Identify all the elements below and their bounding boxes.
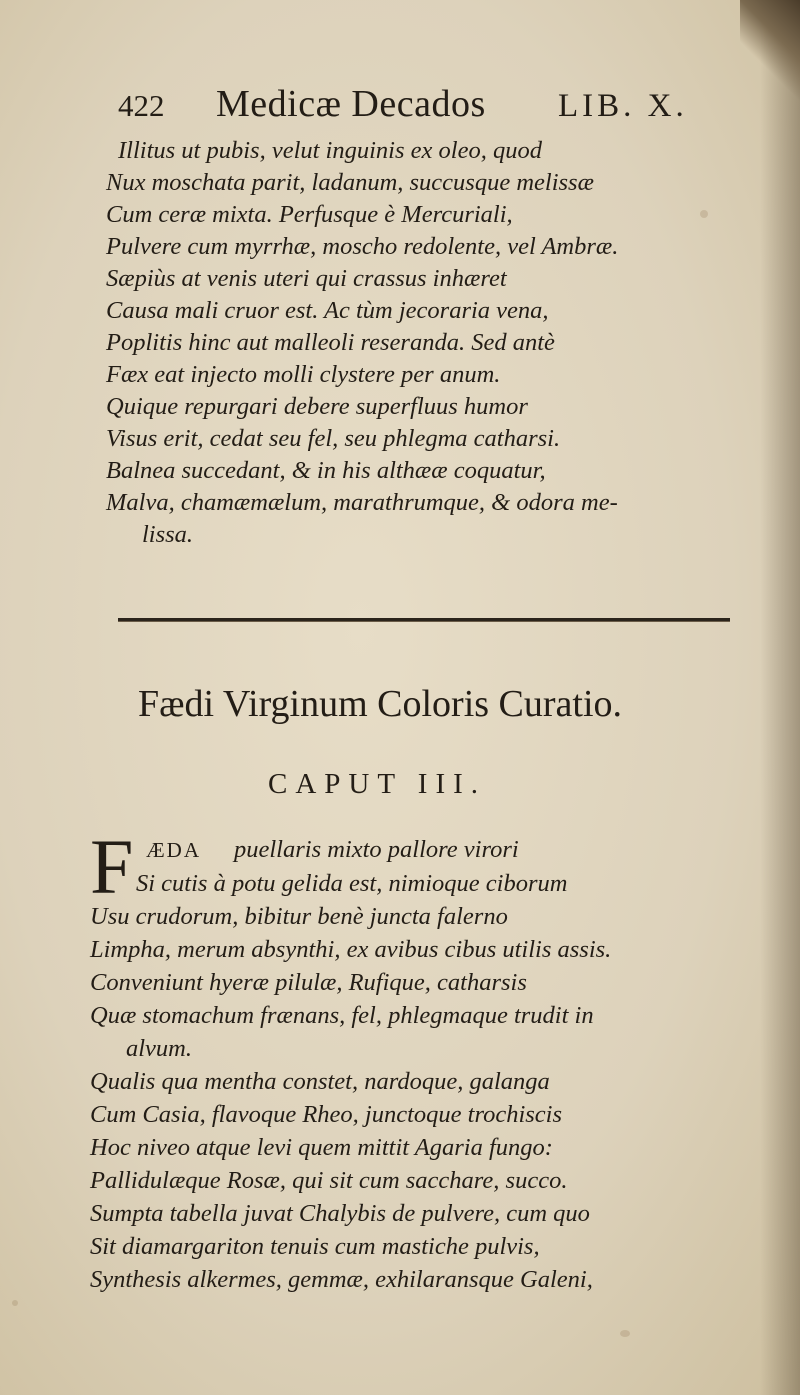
foxing-spot — [12, 1300, 18, 1306]
verse-line: Conveniunt hyeræ pilulæ, Rufique, catharsis — [90, 969, 527, 996]
book-label: LIB. X. — [558, 88, 688, 124]
section-rule — [118, 618, 730, 622]
running-title: Medicæ Decados — [216, 83, 486, 125]
section-title: Fædi Virginum Coloris Curatio. — [138, 683, 623, 725]
foxing-spot — [620, 1330, 630, 1337]
verse-line: Hoc niveo atque levi quem mittit Agaria fungo: — [90, 1134, 553, 1161]
verse-line: Illitus ut pubis, velut inguinis ex oleo, quod — [118, 137, 542, 164]
foxing-spot — [700, 210, 708, 218]
verse-line: Si cutis à potu gelida est, nimioque ciborum — [136, 870, 568, 897]
verse-line: Sæpiùs at venis uteri qui crassus inhæret — [106, 265, 507, 292]
verse-line: Visus erit, cedat seu fel, seu phlegma catharsi. — [106, 425, 561, 452]
verse-line: Sit diamargariton tenuis cum mastiche pulvis, — [90, 1233, 540, 1260]
verse-line: Cum ceræ mixta. Perfusque è Mercuriali, — [106, 201, 513, 228]
verse-line: Quæ stomachum frænans, fel, phlegmaque trudit in — [90, 1002, 594, 1029]
verse-line: Sumpta tabella juvat Chalybis de pulvere, cum quo — [90, 1200, 590, 1227]
opening-small-caps: ÆDA — [146, 838, 202, 862]
page-corner-fold — [740, 0, 800, 110]
verse-line: Causa mali cruor est. Ac tùm jecoraria vena, — [106, 297, 549, 324]
verse-line: Pallidulæque Rosæ, qui sit cum sacchare, succo. — [90, 1167, 568, 1194]
verse-line: Synthesis alkermes, gemmæ, exhilaransque Galeni, — [90, 1266, 593, 1293]
chapter-heading: CAPUT III. — [268, 768, 487, 800]
verse-line: Qualis qua mentha constet, nardoque, galanga — [90, 1068, 550, 1095]
verse-line: Cum Casia, flavoque Rheo, junctoque trochiscis — [90, 1101, 563, 1128]
drop-cap: F — [90, 823, 134, 910]
verse-line: alvum. — [126, 1035, 192, 1062]
verse-line: Quique repurgari debere superfluus humor — [106, 393, 528, 420]
page-number: 422 — [118, 88, 165, 123]
verse-line: Poplitis hinc aut malleoli reseranda. Sed antè — [106, 329, 555, 356]
verse-line: Fæx eat injecto molli clystere per anum. — [106, 361, 501, 388]
verse-line: Balnea succedant, & in his althææ coquatur, — [106, 457, 546, 484]
page-edge-shadow — [760, 0, 800, 1395]
verse-line: lissa. — [142, 521, 194, 548]
verse-line: Pulvere cum myrrhæ, moscho redolente, vel Ambræ. — [106, 233, 619, 260]
running-header — [118, 82, 688, 132]
verse-line: Nux moschata parit, ladanum, succusque melissæ — [106, 169, 594, 196]
verse-line: Usu crudorum, bibitur benè juncta falerno — [90, 903, 508, 930]
verse-line: Malva, chamæmælum, marathrumque, & odora me- — [106, 489, 618, 516]
opening-line: puellaris mixto pallore virori — [234, 836, 519, 863]
verse-line: Limpha, merum absynthi, ex avibus cibus utilis assis. — [90, 936, 612, 963]
